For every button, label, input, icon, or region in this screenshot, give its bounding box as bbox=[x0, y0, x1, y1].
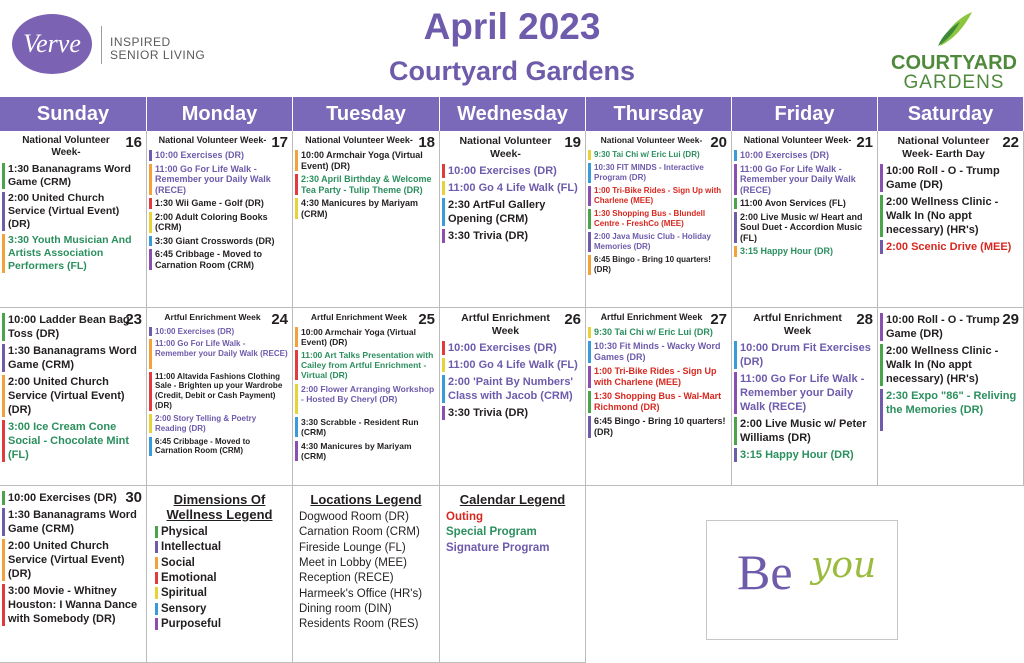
event-item: 11:00 Go For Life Walk - Remember your Daily Walk (RECE) bbox=[740, 373, 865, 413]
day-cell[interactable] bbox=[586, 131, 732, 308]
wellness-color-bar bbox=[734, 372, 737, 414]
wellness-color-bar bbox=[588, 209, 591, 229]
location-legend-item: Fireside Lounge (FL) bbox=[299, 541, 406, 554]
location-legend-item: Dogwood Room (DR) bbox=[299, 511, 409, 523]
day-cell[interactable] bbox=[293, 131, 440, 308]
event-item: 10:00 Exercises (DR) bbox=[155, 150, 245, 160]
event-item: 10:00 Armchair Yoga (Virtual Event) (DR) bbox=[301, 326, 416, 347]
wellness-color-bar bbox=[880, 344, 883, 386]
event-item: 3:30 Giant Crosswords (DR) bbox=[155, 235, 275, 246]
logo-divider bbox=[101, 26, 102, 64]
event-item: 10:00 Exercises (DR) bbox=[8, 492, 117, 504]
locations-legend-title: Locations Legend bbox=[310, 492, 422, 507]
wellness-color-bar bbox=[588, 186, 591, 206]
wellness-color-bar bbox=[442, 198, 445, 226]
courtyard-logo bbox=[890, 8, 1018, 93]
event-item: 2:30 ArtFul Gallery Opening (CRM) bbox=[448, 199, 546, 225]
wellness-color-bar bbox=[2, 375, 5, 417]
location-legend-item: Meet in Lobby (MEE) bbox=[299, 556, 408, 569]
be-text: Be bbox=[737, 544, 793, 600]
day-number: 30 bbox=[125, 489, 142, 506]
day-theme: Artful Enrichment Week bbox=[461, 312, 550, 337]
wellness-color-bar bbox=[588, 366, 591, 388]
page-title: April 2023 bbox=[423, 6, 601, 47]
calendar-legend-title: Calendar Legend bbox=[459, 492, 566, 507]
wellness-color-bar bbox=[149, 327, 152, 337]
wellness-color-bar bbox=[295, 417, 298, 437]
wellness-color-bar bbox=[734, 164, 737, 196]
event-item: 2:00 Story Telling & Poetry Reading (DR) bbox=[155, 413, 257, 433]
day-cell[interactable] bbox=[0, 486, 147, 663]
wellness-color-bar bbox=[734, 417, 737, 445]
event-item: 3:30 Trivia (DR) bbox=[448, 230, 529, 242]
leaf-icon bbox=[932, 8, 976, 48]
event-item: 11:00 Altavida Fashions Clothing Sale - Brighten up your Wardrobe (Credit, Debit or Cash Payment) (DR) bbox=[155, 371, 283, 411]
day-theme: National Volunteer Week- bbox=[22, 135, 110, 158]
wellness-color-bar bbox=[149, 372, 152, 411]
day-cell[interactable] bbox=[732, 131, 878, 308]
event-item: 3:30 Scrabble - Resident Run (CRM) bbox=[301, 417, 419, 438]
day-number: 28 bbox=[856, 311, 873, 328]
locations-legend bbox=[293, 486, 440, 663]
page-subtitle: Courtyard Gardens bbox=[388, 56, 636, 86]
day-cell[interactable] bbox=[147, 308, 293, 486]
wellness-color-bar bbox=[2, 508, 5, 536]
event-item: 11:00 Go For Life Walk - Remember your Daily Walk (RECE) bbox=[740, 163, 856, 195]
event-item: 10:00 Roll - O - Trump Game (DR) bbox=[886, 314, 1000, 340]
event-item: 3:00 Ice Cream Cone Social - Chocolate Mint (FL) bbox=[8, 421, 130, 461]
event-item: 4:30 Manicures by Mariyam (CRM) bbox=[301, 198, 419, 219]
wellness-color-bar bbox=[2, 234, 5, 273]
day-number: 19 bbox=[564, 134, 581, 151]
event-item: 6:45 Bingo - Bring 10 quarters! (DR) bbox=[594, 416, 726, 437]
day-number: 23 bbox=[125, 311, 142, 328]
verve-logo-text: Verve bbox=[23, 29, 81, 58]
weekday-header: Monday bbox=[147, 97, 292, 131]
day-number: 27 bbox=[710, 311, 727, 328]
event-item: 2:00 'Paint By Numbers' Class with Jacob (CRM) bbox=[448, 376, 574, 402]
day-theme: Artful Enrichment Week bbox=[753, 312, 842, 337]
event-item: 3:15 Happy Hour (DR) bbox=[740, 449, 854, 461]
weekday-header: Sunday bbox=[0, 97, 146, 131]
wellness-color-bar bbox=[2, 584, 5, 626]
weekday-header: Saturday bbox=[878, 97, 1023, 131]
courtyard-logo-line-2: GARDENS bbox=[903, 72, 1005, 93]
be-you-graphic bbox=[706, 520, 898, 640]
wellness-color-bar bbox=[295, 327, 298, 347]
wellness-color-bar bbox=[588, 255, 591, 275]
wellness-color-bar bbox=[588, 327, 591, 338]
day-theme: Artful Enrichment Week bbox=[164, 312, 261, 322]
wellness-color-bar bbox=[295, 384, 298, 415]
day-number: 24 bbox=[271, 311, 288, 328]
day-theme: National Volunteer Week- bbox=[158, 135, 267, 145]
day-number: 18 bbox=[418, 134, 435, 151]
location-legend-item: Harmeek's Office (HR's) bbox=[299, 587, 423, 600]
wellness-legend-item: Intellectual bbox=[155, 541, 221, 553]
wellness-color-bar bbox=[734, 341, 737, 369]
wellness-color-bar bbox=[149, 164, 152, 196]
event-item: 6:45 Cribbage - Moved to Carnation Room (CRM) bbox=[155, 249, 263, 270]
wellness-color-bar bbox=[2, 491, 5, 505]
wellness-color-bar bbox=[734, 448, 737, 462]
wellness-color-bar bbox=[2, 192, 5, 231]
day-theme: National Volunteer Week- bbox=[600, 135, 703, 145]
day-theme: Artful Enrichment Week bbox=[600, 312, 703, 322]
event-item: 1:30 Bananagrams Word Game (CRM) bbox=[8, 345, 137, 371]
day-number: 25 bbox=[418, 311, 435, 328]
event-item: 10:00 Exercises (DR) bbox=[448, 165, 557, 177]
wellness-color-bar bbox=[588, 163, 591, 183]
event-item: 1:30 Shopping Bus - Blundell Centre - FreshCo (MEE) bbox=[594, 208, 706, 228]
wellness-color-bar bbox=[295, 198, 298, 219]
event-item: 2:00 Live Music w/ Heart and Soul Duet - Accordion Music (FL) bbox=[740, 211, 863, 243]
event-item: 10:00 Armchair Yoga (Virtual Event) (DR) bbox=[301, 150, 423, 171]
day-number: 22 bbox=[1002, 134, 1019, 151]
event-item: 1:30 Bananagrams Word Game (CRM) bbox=[8, 163, 131, 188]
event-item: 2:30 Expo "86" - Reliving the Memories (DR) bbox=[886, 390, 1017, 416]
event-item: 2:00 Live Music w/ Peter Williams (DR) bbox=[740, 418, 867, 444]
wellness-color-bar bbox=[2, 539, 5, 581]
calendar-legend-item: Signature Program bbox=[446, 541, 550, 554]
event-item: 10:00 Drum Fit Exercises (DR) bbox=[740, 342, 871, 368]
location-legend-item: Carnation Room (CRM) bbox=[299, 526, 420, 539]
event-item: 1:00 Tri-Bike Rides - Sign Up with Charlene (MEE) bbox=[594, 185, 722, 205]
wellness-color-bar bbox=[880, 164, 883, 192]
day-theme: Artful Enrichment Week bbox=[310, 312, 408, 322]
wellness-color-bar bbox=[442, 406, 445, 420]
day-theme: National Volunteer Week- bbox=[305, 135, 413, 145]
day-cell[interactable] bbox=[440, 131, 586, 308]
wellness-color-bar bbox=[442, 341, 445, 355]
weekday-header: Wednesday bbox=[440, 97, 585, 131]
calendar-legend-item: Outing bbox=[446, 511, 484, 523]
day-number: 21 bbox=[856, 134, 873, 151]
weekday-header: Tuesday bbox=[293, 97, 439, 131]
day-number: 26 bbox=[564, 311, 581, 328]
calendar-legend bbox=[440, 486, 586, 663]
calendar-legend-item: Special Program bbox=[446, 526, 537, 539]
wellness-color-bar bbox=[442, 358, 445, 372]
event-item: 11:00 Go 4 Life Walk (FL) bbox=[448, 182, 578, 194]
event-item: 3:00 Movie - Whitney Houston: I Wanna Dance with Somebody (DR) bbox=[8, 585, 138, 625]
event-item: 2:00 Flower Arranging Workshop - Hosted By Cheryl (DR) bbox=[301, 383, 435, 404]
day-cell[interactable] bbox=[0, 308, 147, 486]
day-number: 29 bbox=[1002, 311, 1019, 328]
wellness-color-bar bbox=[588, 232, 591, 252]
event-item: 11:00 Go 4 Life Walk (FL) bbox=[448, 359, 578, 371]
wellness-color-bar bbox=[149, 212, 152, 233]
day-cell[interactable] bbox=[147, 131, 293, 308]
event-item: 10:00 Exercises (DR) bbox=[155, 326, 235, 336]
day-theme: National Volunteer Week- bbox=[459, 135, 552, 160]
wellness-color-bar bbox=[588, 391, 591, 413]
weekday-header: Thursday bbox=[586, 97, 731, 131]
event-item: 11:00 Art Talks Presentation with Cailey from Artful Enrichment - Virtual (DR) bbox=[301, 349, 434, 381]
wellness-color-bar bbox=[149, 414, 152, 434]
event-item: 1:00 Tri-Bike Rides - Sign Up with Charlene (MEE) bbox=[594, 366, 717, 387]
event-item: 1:30 Wii Game - Golf (DR) bbox=[155, 198, 264, 208]
wellness-legend-item: Emotional bbox=[155, 572, 217, 584]
calendar-header bbox=[0, 0, 1024, 97]
weekday-header: Friday bbox=[732, 97, 877, 131]
wellness-color-bar bbox=[2, 344, 5, 372]
courtyard-logo-line-1: COURTYARD bbox=[891, 52, 1017, 74]
event-item: 10:00 Ladder Bean Bag Toss (DR) bbox=[8, 314, 130, 340]
event-item: 2:00 Adult Coloring Books (CRM) bbox=[155, 211, 268, 232]
day-number: 17 bbox=[271, 134, 288, 151]
day-theme: National Volunteer Week- Earth Day bbox=[897, 135, 990, 160]
day-cell[interactable] bbox=[440, 308, 586, 486]
wellness-color-bar bbox=[149, 236, 152, 247]
location-legend-item: Residents Room (RES) bbox=[299, 618, 419, 631]
event-item: 10:00 Exercises (DR) bbox=[740, 150, 830, 160]
wellness-color-bar bbox=[2, 313, 5, 341]
wellness-legend-title: Dimensions Of Wellness Legend bbox=[166, 492, 273, 522]
wellness-color-bar bbox=[880, 389, 883, 431]
day-cell[interactable] bbox=[0, 131, 147, 308]
day-number: 20 bbox=[710, 134, 727, 151]
event-item: 1:30 Shopping Bus - Wal-Mart Richmond (DR) bbox=[594, 391, 722, 412]
event-item: 10:30 FIT MINDS - Interactive Program (DR) bbox=[594, 162, 704, 182]
event-item: 3:15 Happy Hour (DR) bbox=[740, 246, 834, 256]
event-item: 2:00 United Church Service (Virtual Event) (DR) bbox=[8, 540, 125, 580]
wellness-color-bar bbox=[149, 249, 152, 270]
day-cell[interactable] bbox=[878, 308, 1024, 486]
wellness-color-bar bbox=[734, 246, 737, 257]
wellness-color-bar bbox=[442, 375, 445, 403]
event-item: 11:00 Go For Life Walk - Remember your Daily Walk (RECE) bbox=[155, 163, 271, 195]
day-theme: National Volunteer Week- bbox=[743, 135, 852, 145]
day-cell[interactable] bbox=[586, 308, 732, 486]
event-item: 10:30 Fit Minds - Wacky Word Games (DR) bbox=[594, 341, 721, 362]
event-item: 4:30 Manicures by Mariyam (CRM) bbox=[301, 440, 412, 461]
wellness-color-bar bbox=[442, 164, 445, 178]
tagline bbox=[110, 36, 205, 62]
day-cell[interactable] bbox=[878, 131, 1024, 308]
event-item: 11:00 Go For Life Walk - Remember your Daily Walk (RECE) bbox=[155, 339, 288, 359]
wellness-color-bar bbox=[734, 212, 737, 244]
wellness-color-bar bbox=[149, 198, 152, 209]
wellness-color-bar bbox=[880, 313, 883, 341]
wellness-color-bar bbox=[442, 229, 445, 243]
event-item: 2:00 Wellness Clinic - Walk In (No appt necessary) (HR's) bbox=[886, 196, 999, 236]
event-item: 9:30 Tai Chi w/ Eric Lui (DR) bbox=[594, 149, 700, 159]
event-item: 11:00 Avon Services (FL) bbox=[740, 198, 846, 208]
event-item: 10:00 Roll - O - Trump Game (DR) bbox=[886, 165, 1000, 191]
day-cell[interactable] bbox=[732, 308, 878, 486]
you-text: you bbox=[811, 545, 877, 586]
event-item: 6:45 Cribbage - Moved to Carnation Room (CRM) bbox=[155, 436, 251, 456]
wellness-legend-item: Spiritual bbox=[155, 587, 207, 599]
event-item: 2:00 Wellness Clinic - Walk In (No appt necessary) (HR's) bbox=[886, 345, 999, 385]
verve-logo bbox=[12, 14, 92, 74]
wellness-legend bbox=[147, 486, 293, 663]
event-item: 2:30 April Birthday & Welcome Tea Party - Tulip Theme (DR) bbox=[301, 174, 432, 195]
wellness-color-bar bbox=[588, 341, 591, 363]
event-item: 1:30 Bananagrams Word Game (CRM) bbox=[8, 509, 137, 535]
tagline-line-1: INSPIRED bbox=[110, 35, 171, 49]
day-number: 16 bbox=[125, 134, 142, 151]
wellness-color-bar bbox=[734, 198, 737, 209]
wellness-color-bar bbox=[880, 240, 883, 254]
event-item: 2:00 Java Music Club - Holiday Memories (DR) bbox=[594, 231, 711, 251]
location-legend-item: Reception (RECE) bbox=[299, 572, 394, 585]
tagline-line-2: SENIOR LIVING bbox=[110, 48, 206, 62]
wellness-legend-item: Physical bbox=[155, 526, 208, 538]
wellness-color-bar bbox=[588, 150, 591, 160]
wellness-color-bar bbox=[442, 181, 445, 195]
wellness-color-bar bbox=[2, 420, 5, 462]
wellness-color-bar bbox=[149, 437, 152, 457]
wellness-legend-item: Social bbox=[155, 557, 195, 569]
wellness-color-bar bbox=[149, 150, 152, 161]
wellness-color-bar bbox=[295, 350, 298, 381]
wellness-color-bar bbox=[588, 416, 591, 438]
event-item: 2:00 United Church Service (Virtual Event) (DR) bbox=[8, 376, 125, 416]
wellness-color-bar bbox=[295, 441, 298, 461]
event-item: 3:30 Trivia (DR) bbox=[448, 407, 529, 419]
event-item: 3:30 Youth Musician And Artists Association Performers (FL) bbox=[8, 234, 132, 272]
event-item: 9:30 Tai Chi w/ Eric Lui (DR) bbox=[594, 327, 713, 337]
event-item: 10:00 Exercises (DR) bbox=[448, 342, 557, 354]
day-cell[interactable] bbox=[293, 308, 440, 486]
wellness-color-bar bbox=[2, 163, 5, 189]
wellness-color-bar bbox=[295, 174, 298, 195]
wellness-legend-item: Sensory bbox=[155, 603, 206, 615]
wellness-color-bar bbox=[880, 195, 883, 237]
wellness-color-bar bbox=[149, 339, 152, 368]
location-legend-item: Dining room (DIN) bbox=[299, 602, 392, 615]
wellness-color-bar bbox=[734, 150, 737, 161]
event-item: 6:45 Bingo - Bring 10 quarters! (DR) bbox=[594, 254, 711, 274]
event-item: 2:00 United Church Service (Virtual Event) (DR) bbox=[8, 192, 120, 230]
event-item: 2:00 Scenic Drive (MEE) bbox=[886, 241, 1012, 253]
wellness-legend-item: Purposeful bbox=[155, 618, 221, 630]
wellness-color-bar bbox=[295, 150, 298, 171]
